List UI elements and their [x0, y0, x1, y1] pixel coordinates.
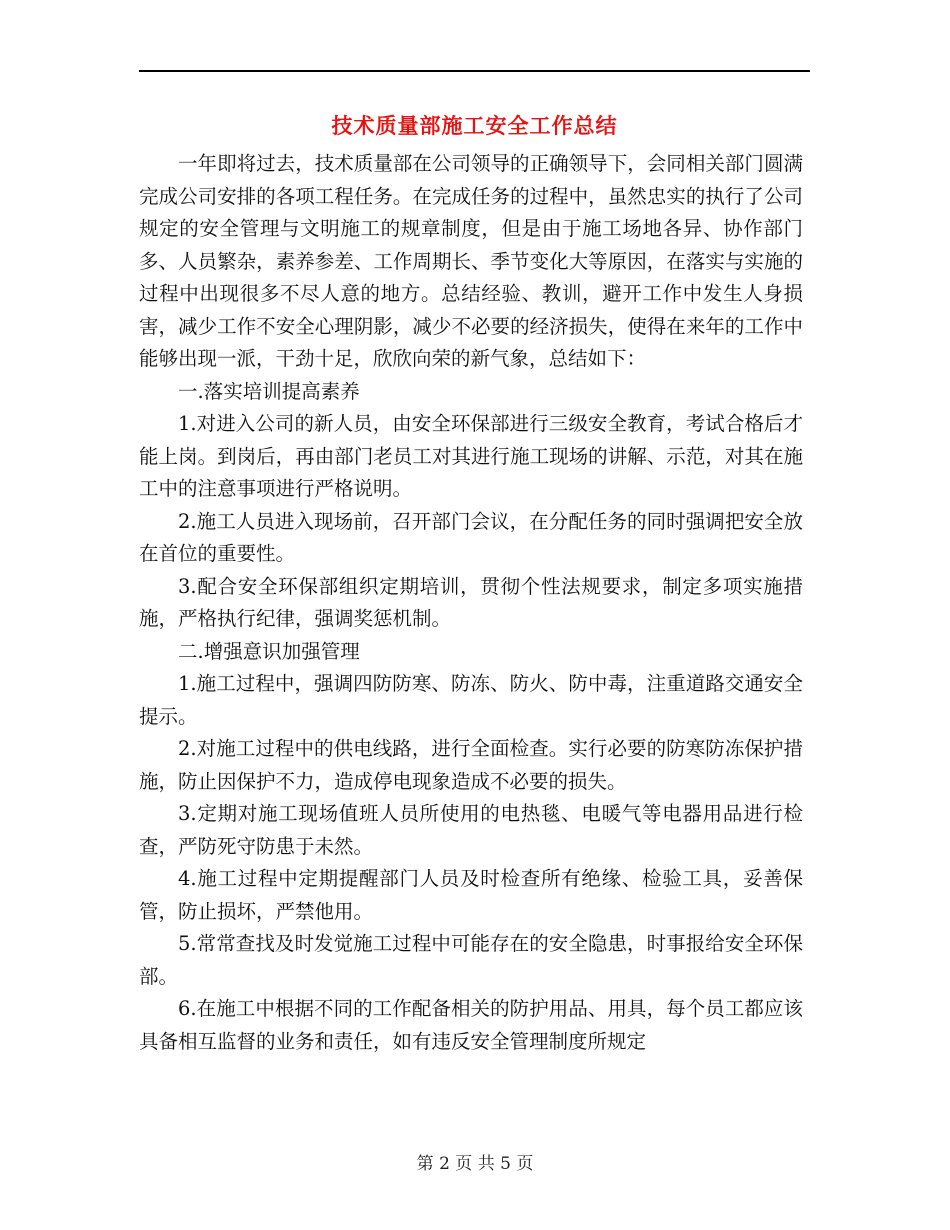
list-item: 1.对进入公司的新人员，由安全环保部进行三级安全教育，考试合格后才能上岗。到岗后，再由部门老员工对其进行施工现场的讲解、示范，对其在施工中的注意事项进行严格说明。: [139, 412, 803, 500]
list-item: 2.对施工过程中的供电线路，进行全面检查。实行必要的防寒防冻保护措施，防止因保护不力，造成停电现象造成不必要的损失。: [139, 737, 803, 793]
page-title: 技术质量部施工安全工作总结: [331, 113, 618, 138]
list-item: 2.施工人员进入现场前，召开部门会议，在分配任务的同时强调把安全放在首位的重要性。: [139, 509, 803, 565]
section-heading-1: 一.落实培训提高素养: [178, 379, 360, 403]
list-item: 3.配合安全环保部组织定期培训，贯彻个性法规要求，制定多项实施措施，严格执行纪律，强调奖惩机制。: [139, 574, 803, 630]
list-item: 3.定期对施工现场值班人员所使用的电热毯、电暖气等电器用品进行检查，严防死守防患于未然。: [139, 802, 803, 858]
page-number: 第 2 页 共 5 页: [416, 1154, 534, 1174]
header-rule: [139, 70, 810, 72]
list-item: 5.常常查找及时发觉施工过程中可能存在的安全隐患，时事报给安全环保部。: [139, 932, 803, 988]
section-heading-2: 二.增强意识加强管理: [178, 639, 360, 663]
document-body: [139, 148, 803, 1058]
intro-paragraph: 一年即将过去，技术质量部在公司领导的正确领导下，会同相关部门圆满完成公司安排的各项工程任务。在完成任务的过程中，虽然忠实的执行了公司规定的安全管理与文明施工的规章制度，但是由于施工场地各异、协作部门多、人员繁杂，素养参差、工作周期长、季节变化大等原因，在落实与实施的过程中出现很多不尽人意的地方。总结经验、教训，避开工作中发生人身损害，减少工作不安全心理阴影，减少不必要的经济损失，使得在来年的工作中能够出现一派，干劲十足，欣欣向荣的新气象，总结如下：: [139, 152, 803, 370]
list-item: 4.施工过程中定期提醒部门人员及时检查所有绝缘、检验工具，妥善保管，防止损坏，严禁他用。: [139, 867, 803, 923]
list-item: 6.在施工中根据不同的工作配备相关的防护用品、用具，每个员工都应该具备相互监督的业务和责任，如有违反安全管理制度所规定: [139, 997, 803, 1053]
list-item: 1.施工过程中，强调四防防寒、防冻、防火、防中毒，注重道路交通安全提示。: [139, 672, 803, 728]
